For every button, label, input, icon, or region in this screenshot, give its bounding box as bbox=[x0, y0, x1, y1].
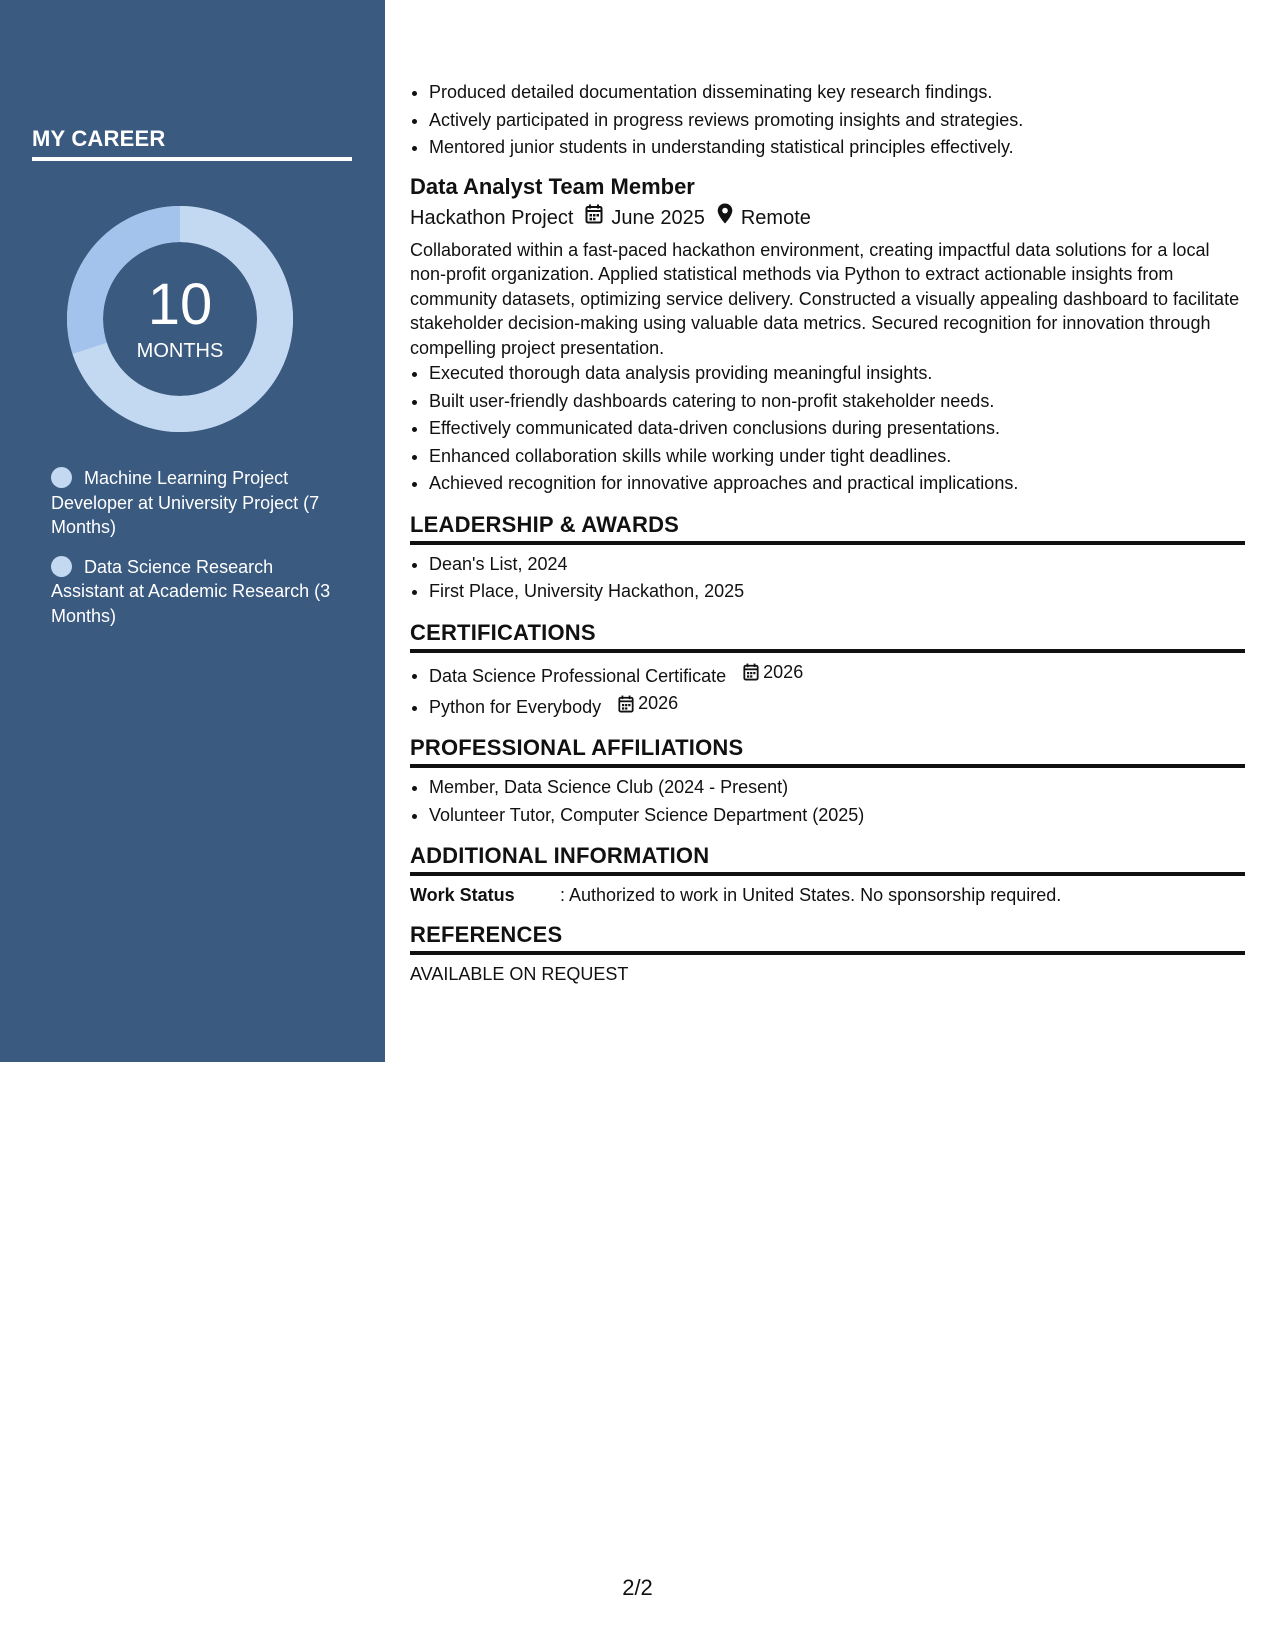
page-number: 2/2 bbox=[622, 1575, 653, 1600]
section-heading-leadership: LEADERSHIP & AWARDS bbox=[410, 512, 1245, 545]
job-bullets bbox=[410, 360, 1245, 498]
cert-year: 2026 bbox=[763, 661, 804, 682]
list-item: • Built user-friendly dashboards catering to non-profit stakeholder needs. bbox=[429, 388, 1245, 416]
certifications-list bbox=[410, 659, 1245, 722]
career-sidebar bbox=[0, 0, 385, 1062]
affiliations-list bbox=[410, 774, 1245, 829]
career-legend-label: Data Science Research Assistant at Academic Research (3 Months) bbox=[51, 556, 331, 626]
total-months-unit: MONTHS bbox=[136, 340, 224, 362]
job-meta bbox=[410, 203, 1245, 233]
list-item bbox=[429, 659, 1245, 690]
work-status-label: Work Status bbox=[410, 885, 515, 905]
list-item: • Member, Data Science Club (2024 - Present) bbox=[429, 774, 1245, 802]
job-title: Data Analyst Team Member bbox=[410, 173, 695, 199]
job-date: June 2025 bbox=[611, 206, 705, 229]
work-status-row bbox=[410, 882, 1245, 908]
cert-name: Python for Everybody bbox=[429, 696, 602, 717]
work-status-value: : Authorized to work in United States. No sponsorship required. bbox=[560, 885, 1062, 905]
leadership-list bbox=[410, 551, 1245, 606]
list-item: • First Place, University Hackathon, 2025 bbox=[429, 578, 1245, 606]
list-item: • Mentored junior students in understanding statistical principles effectively. bbox=[429, 134, 1245, 162]
cert-name: Data Science Professional Certificate bbox=[429, 665, 727, 686]
cert-date bbox=[743, 659, 803, 687]
list-item: • Effectively communicated data-driven conclusions during presentations. bbox=[429, 415, 1245, 443]
previous-job-bullets bbox=[410, 79, 1245, 162]
references-text: AVAILABLE ON REQUEST bbox=[410, 964, 629, 984]
calendar-icon bbox=[585, 203, 603, 233]
list-item: • Actively participated in progress reviews promoting insights and strategies. bbox=[429, 107, 1245, 135]
legend-dot-icon bbox=[51, 556, 72, 577]
list-item bbox=[429, 690, 1245, 721]
job-description: Collaborated within a fast-paced hackathon environment, creating impactful data solutions for a local non-profit organization. Applied statistical methods via Python to extract actionable insights from community datasets, optimizing service delivery. Constructed a visually appealing dashboard to facilitate stakeholder decision-making using valuable data metrics. Secured recognition for innovation through compelling project presentation. bbox=[410, 239, 1240, 358]
legend-dot-icon bbox=[51, 467, 72, 488]
career-legend-label: Machine Learning Project Developer at University Project (7 Months) bbox=[51, 468, 320, 537]
calendar-icon bbox=[743, 663, 759, 681]
list-item: • Produced detailed documentation disseminating key research findings. bbox=[429, 79, 1245, 107]
section-heading-affiliations: PROFESSIONAL AFFILIATIONS bbox=[410, 735, 1245, 768]
career-legend bbox=[51, 466, 341, 643]
total-months-value: 10 bbox=[147, 272, 213, 337]
list-item: • Enhanced collaboration skills while working under tight deadlines. bbox=[429, 443, 1245, 471]
list-item: • Volunteer Tutor, Computer Science Department (2025) bbox=[429, 802, 1245, 830]
calendar-icon bbox=[618, 695, 634, 713]
cert-year: 2026 bbox=[638, 692, 679, 713]
list-item: • Dean's List, 2024 bbox=[429, 551, 1245, 579]
list-item: • Executed thorough data analysis providing meaningful insights. bbox=[429, 360, 1245, 388]
section-heading-references: REFERENCES bbox=[410, 922, 1245, 955]
main-content bbox=[410, 79, 1245, 987]
career-legend-item bbox=[51, 466, 341, 540]
location-pin-icon bbox=[717, 203, 733, 233]
career-legend-item bbox=[51, 555, 341, 629]
section-heading-certifications: CERTIFICATIONS bbox=[410, 620, 1245, 653]
job-org: Hackathon Project bbox=[410, 206, 574, 229]
career-title: MY CAREER bbox=[32, 126, 352, 161]
cert-date bbox=[618, 690, 678, 718]
job-location: Remote bbox=[740, 206, 811, 229]
section-heading-additional-info: ADDITIONAL INFORMATION bbox=[410, 843, 1245, 876]
list-item: • Achieved recognition for innovative approaches and practical implications. bbox=[429, 470, 1245, 498]
